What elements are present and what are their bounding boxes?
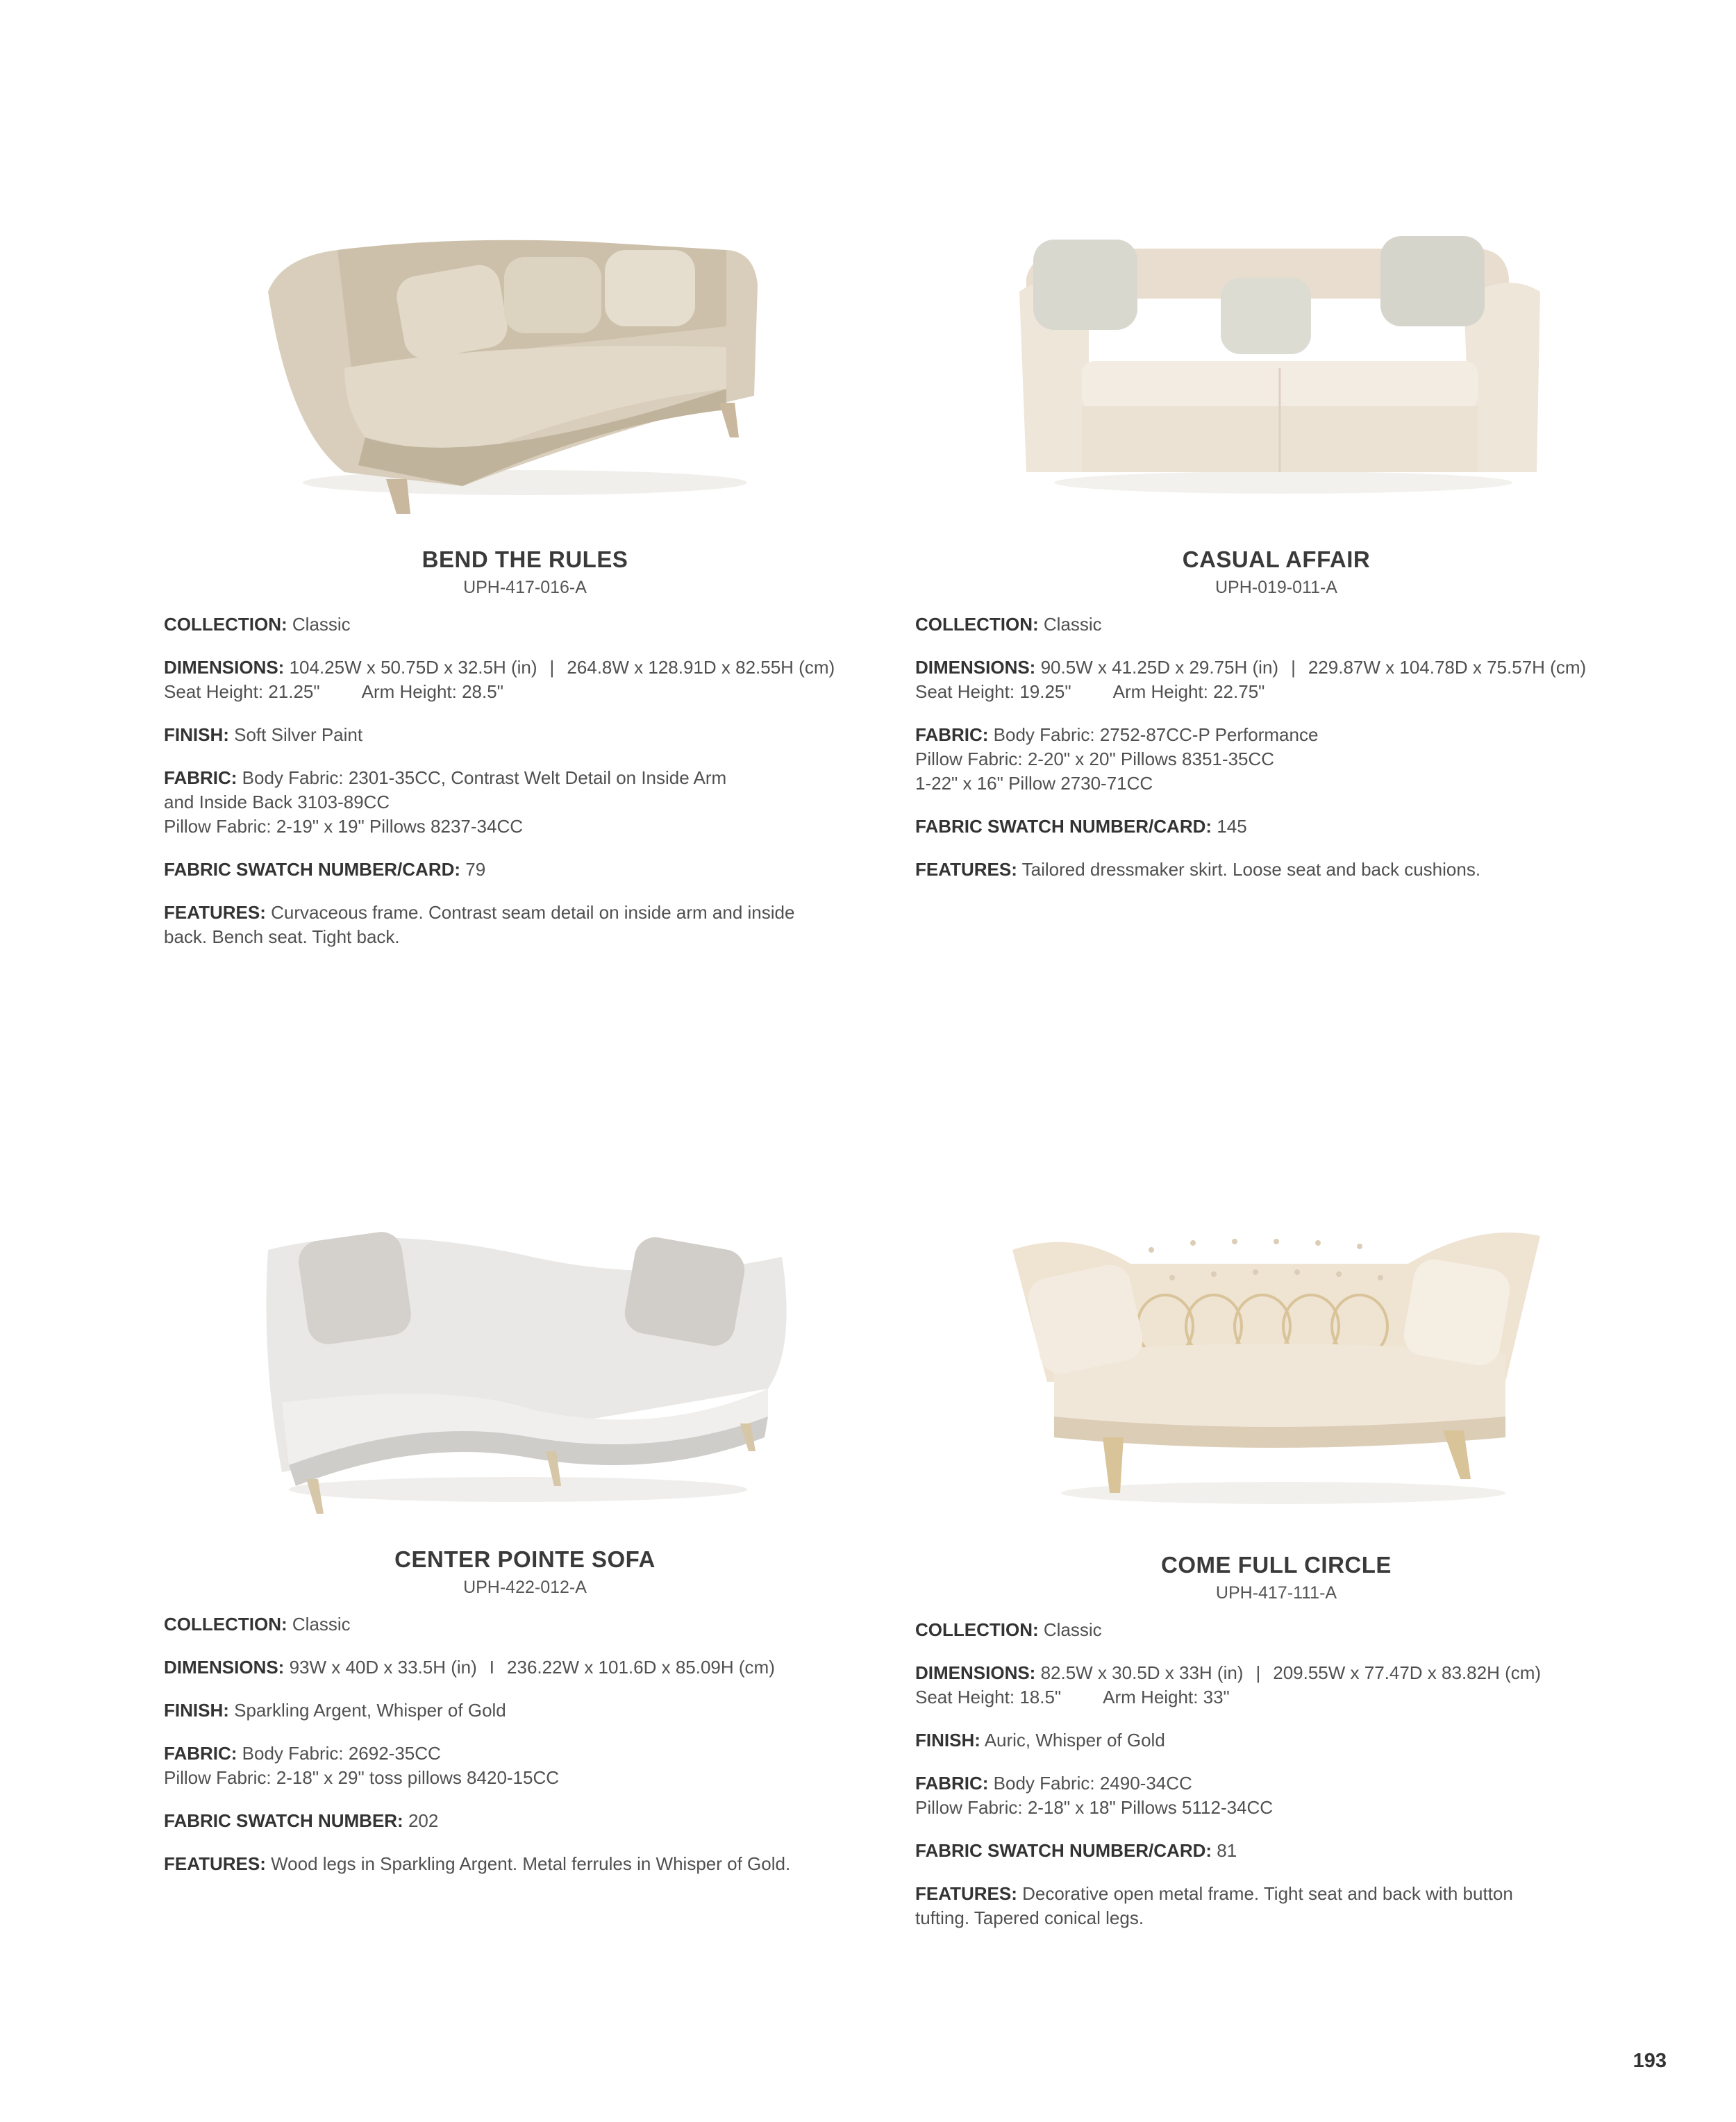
product-name: COME FULL CIRCLE [1161, 1552, 1392, 1578]
finish-value: Auric, Whisper of Gold [984, 1730, 1165, 1751]
fabric-line: Body Fabric: 2301-35CC, Contrast Welt Detail on Inside Arm [242, 767, 727, 788]
features-row [915, 858, 1637, 882]
swatch-value: 202 [408, 1810, 439, 1831]
dimensions-row [915, 1661, 1637, 1710]
features-row [164, 901, 886, 949]
fabric-row [915, 1771, 1637, 1820]
dimensions-separator: I [489, 1657, 495, 1678]
features-line: Decorative open metal frame. Tight seat and back with button [1022, 1883, 1513, 1904]
finish-label: FINISH: [164, 1700, 229, 1721]
swatch-label: FABRIC SWATCH NUMBER: [164, 1810, 403, 1831]
product-sku: UPH-417-016-A [463, 578, 587, 597]
dimensions-separator: | [1291, 657, 1296, 678]
swatch-row [164, 858, 886, 882]
swatch-value: 79 [465, 859, 486, 880]
fabric-label: FABRIC: [915, 724, 989, 745]
swatch-label: FABRIC SWATCH NUMBER/CARD: [915, 816, 1212, 837]
product-card-center-pointe-sofa [164, 1194, 886, 1895]
collection-row [164, 612, 886, 637]
finish-value: Sparkling Argent, Whisper of Gold [234, 1700, 506, 1721]
product-card-come-full-circle [915, 1194, 1637, 1949]
product-sku: UPH-417-111-A [1215, 1583, 1337, 1603]
collection-value: Classic [292, 614, 351, 635]
swatch-row [164, 1809, 886, 1833]
finish-label: FINISH: [164, 724, 229, 745]
collection-row [915, 1618, 1637, 1642]
arm-height: Arm Height: 28.5" [361, 681, 503, 702]
fabric-row [915, 723, 1637, 796]
dimensions-row [164, 655, 886, 704]
product-image [164, 1194, 886, 1521]
features-label: FEATURES: [915, 859, 1017, 880]
seat-height: Seat Height: 18.5" [915, 1687, 1062, 1707]
fabric-row [164, 1741, 886, 1790]
finish-row [164, 1698, 886, 1723]
dimensions-row [915, 655, 1637, 704]
features-line: tufting. Tapered conical legs. [915, 1907, 1144, 1928]
arm-height: Arm Height: 22.75" [1112, 681, 1265, 702]
swatch-label: FABRIC SWATCH NUMBER/CARD: [915, 1840, 1212, 1861]
features-row [915, 1882, 1637, 1930]
product-image [164, 194, 886, 521]
dimensions-in: 90.5W x 41.25D x 29.75H (in) [1040, 657, 1279, 678]
finish-row [164, 723, 886, 747]
collection-label: COLLECTION: [915, 614, 1039, 635]
features-label: FEATURES: [915, 1883, 1017, 1904]
collection-row [164, 1612, 886, 1637]
collection-row [915, 612, 1637, 637]
finish-row [915, 1728, 1637, 1753]
collection-value: Classic [292, 1614, 351, 1635]
collection-label: COLLECTION: [164, 614, 287, 635]
collection-label: COLLECTION: [164, 1614, 287, 1635]
tufted-sofa-image [992, 1208, 1561, 1514]
curved-sofa-image [240, 208, 810, 514]
features-line: Tailored dressmaker skirt. Loose seat and back cushions. [1021, 859, 1481, 880]
dimensions-label: DIMENSIONS: [915, 657, 1036, 678]
fabric-line: Pillow Fabric: 2-18" x 29" toss pillows 8420-15CC [164, 1767, 560, 1788]
dimensions-cm: 264.8W x 128.91D x 82.55H (cm) [567, 657, 835, 678]
finish-label: FINISH: [915, 1730, 980, 1751]
dimensions-label: DIMENSIONS: [915, 1662, 1036, 1683]
kidney-sofa-image [240, 1208, 810, 1514]
dimensions-separator: | [1255, 1662, 1261, 1683]
dimensions-in: 93W x 40D x 33.5H (in) [289, 1657, 477, 1678]
fabric-line: Pillow Fabric: 2-19" x 19" Pillows 8237-34CC [164, 816, 524, 837]
fabric-line: Body Fabric: 2752-87CC-P Performance [993, 724, 1319, 745]
seat-height: Seat Height: 21.25" [164, 681, 320, 702]
swatch-row [915, 814, 1637, 839]
fabric-line: Pillow Fabric: 2-18" x 18" Pillows 5112-34CC [915, 1797, 1274, 1818]
dimensions-in: 104.25W x 50.75D x 32.5H (in) [289, 657, 537, 678]
dimensions-cm: 236.22W x 101.6D x 85.09H (cm) [507, 1657, 775, 1678]
collection-value: Classic [1043, 614, 1102, 635]
dimensions-label: DIMENSIONS: [164, 657, 285, 678]
swatch-label: FABRIC SWATCH NUMBER/CARD: [164, 859, 461, 880]
swatch-value: 145 [1217, 816, 1247, 837]
fabric-line: Body Fabric: 2692-35CC [242, 1743, 441, 1764]
collection-label: COLLECTION: [915, 1619, 1039, 1640]
dimensions-in: 82.5W x 30.5D x 33H (in) [1040, 1662, 1244, 1683]
seat-height: Seat Height: 19.25" [915, 681, 1071, 702]
fabric-line: 1-22" x 16" Pillow 2730-71CC [915, 773, 1153, 794]
features-label: FEATURES: [164, 1853, 266, 1874]
dimensions-row [164, 1655, 886, 1680]
page-number: 193 [1633, 2050, 1667, 2072]
dimensions-cm: 209.55W x 77.47D x 83.82H (cm) [1273, 1662, 1542, 1683]
product-image [915, 194, 1637, 521]
fabric-line: Body Fabric: 2490-34CC [993, 1773, 1192, 1794]
product-name: BEND THE RULES [422, 546, 628, 572]
fabric-label: FABRIC: [164, 1743, 237, 1764]
product-sku: UPH-019-011-A [1215, 578, 1337, 597]
swatch-row [915, 1839, 1637, 1863]
dimensions-cm: 229.87W x 104.78D x 75.57H (cm) [1308, 657, 1587, 678]
features-line: Curvaceous frame. Contrast seam detail on inside arm and inside [271, 902, 795, 923]
fabric-line: and Inside Back 3103-89CC [164, 792, 390, 812]
product-card-bend-the-rules [164, 194, 886, 968]
product-image [915, 1194, 1637, 1521]
fabric-row [164, 766, 886, 839]
dimensions-label: DIMENSIONS: [164, 1657, 285, 1678]
features-line: Wood legs in Sparkling Argent. Metal ferrules in Whisper of Gold. [271, 1853, 791, 1874]
dimensions-separator: | [549, 657, 555, 678]
finish-value: Soft Silver Paint [234, 724, 363, 745]
swatch-value: 81 [1217, 1840, 1237, 1861]
product-name: CENTER POINTE SOFA [394, 1546, 656, 1572]
collection-value: Classic [1043, 1619, 1102, 1640]
skirted-sofa-image [992, 208, 1561, 514]
fabric-line: Pillow Fabric: 2-20" x 20" Pillows 8351-35CC [915, 749, 1275, 769]
arm-height: Arm Height: 33" [1103, 1687, 1230, 1707]
features-label: FEATURES: [164, 902, 266, 923]
features-line: back. Bench seat. Tight back. [164, 926, 400, 947]
fabric-label: FABRIC: [164, 767, 237, 788]
product-name: CASUAL AFFAIR [1182, 546, 1371, 572]
features-row [164, 1852, 886, 1876]
product-card-casual-affair [915, 194, 1637, 901]
fabric-label: FABRIC: [915, 1773, 989, 1794]
product-sku: UPH-422-012-A [463, 1578, 587, 1597]
